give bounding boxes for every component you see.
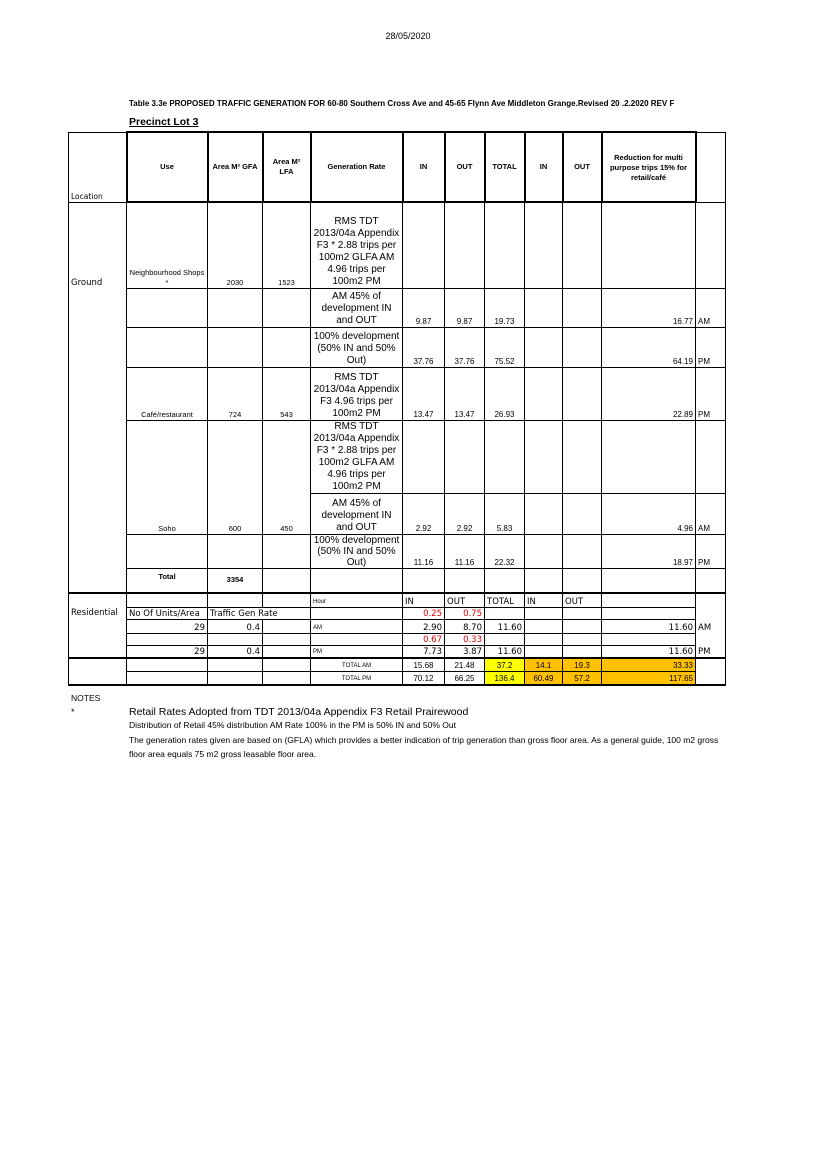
empty-cell [525, 288, 563, 327]
reduction-header: Reduction for multi purpose trips 15% for retail/café [602, 132, 696, 202]
lfa-cell: 543 [263, 367, 311, 420]
in-cell: 13.47 [403, 367, 445, 420]
residential-header-row [69, 593, 726, 607]
empty-cell [208, 420, 263, 493]
res-total-header: TOTAL [485, 593, 525, 607]
empty-cell [311, 568, 403, 593]
empty-cell [69, 288, 127, 327]
reduction-cell: 16.77 [602, 288, 696, 327]
table-row [69, 202, 726, 288]
empty-cell [69, 658, 127, 671]
residential-split-row [69, 607, 726, 619]
note-line-2: Distribution of Retail 45% distribution AM Rate 100% in the PM is 50% IN and 50% Out [129, 720, 456, 730]
gen-header-label: Traffic Gen Rate [208, 607, 311, 619]
total-cell: 26.93 [485, 367, 525, 420]
empty-cell [403, 202, 445, 288]
empty-cell [127, 420, 208, 493]
empty-cell [696, 633, 726, 645]
empty-cell [127, 288, 208, 327]
empty-cell [563, 633, 602, 645]
total-cell: 19.73 [485, 288, 525, 327]
empty-cell [263, 288, 311, 327]
empty-cell [525, 367, 563, 420]
empty-cell [563, 288, 602, 327]
empty-cell [602, 420, 696, 493]
res-in-header: IN [403, 593, 445, 607]
table-row [69, 420, 726, 493]
in-cell: 2.90 [403, 619, 445, 633]
empty-cell [127, 534, 208, 568]
split-out: 0.33 [445, 633, 485, 645]
out-cell: 2.92 [445, 493, 485, 534]
empty-cell [445, 420, 485, 493]
empty-cell [602, 202, 696, 288]
empty-cell [563, 493, 602, 534]
units-cell: 29 [127, 619, 208, 633]
page-date: 28/05/2020 [385, 31, 431, 41]
reduction-cell: 18.97 [602, 534, 696, 568]
empty-cell [263, 633, 311, 645]
empty-cell [485, 202, 525, 288]
total-pm-out: 66.25 [445, 671, 485, 685]
empty-cell [563, 327, 602, 367]
reduction-cell: 4.96 [602, 493, 696, 534]
in-cell: 9.87 [403, 288, 445, 327]
location-ground: Ground [69, 202, 127, 288]
notes-label: NOTES [71, 693, 101, 703]
empty-cell [403, 568, 445, 593]
empty-cell [263, 593, 311, 607]
notes-asterisk: * [71, 707, 75, 717]
units-header-label: No Of Units/Area [127, 607, 208, 619]
out-cell: 37.76 [445, 327, 485, 367]
note-line-1: Retail Rates Adopted from TDT 2013/04a Appendix F3 Retail Prairewood [129, 706, 469, 718]
gfa-cell: 2030 [208, 202, 263, 288]
empty-cell [69, 633, 127, 645]
empty-cell [485, 607, 525, 619]
empty-cell [563, 568, 602, 593]
empty-cell [69, 568, 127, 593]
empty-cell [525, 645, 563, 658]
empty-cell [485, 420, 525, 493]
table-title: Table 3.3e PROPOSED TRAFFIC GENERATION FOR 60-80 Southern Cross Ave and 45-65 Flynn Ave Middleton Grange.Revised 20 .2.2020 REV F [129, 99, 675, 108]
empty-cell [208, 327, 263, 367]
empty-cell [563, 607, 602, 619]
reduction-cell: 11.60 [602, 645, 696, 658]
empty-cell [563, 534, 602, 568]
units-cell: 29 [127, 645, 208, 658]
rate-cell: 100% development (50% IN and 50% Out) [311, 327, 403, 367]
period-cell: PM [696, 327, 726, 367]
split-in: 0.67 [403, 633, 445, 645]
total-cell: 11.60 [485, 645, 525, 658]
total-cell: 11.60 [485, 619, 525, 633]
gen-cell: 0.4 [208, 619, 263, 633]
total-am-in2: 14.1 [525, 658, 563, 671]
empty-cell [525, 493, 563, 534]
empty-cell [208, 633, 263, 645]
total-pm-label: TOTAL PM [311, 671, 403, 685]
period-cell: AM [696, 493, 726, 534]
hour-cell: AM [311, 619, 403, 633]
empty-cell [263, 645, 311, 658]
empty-cell [263, 420, 311, 493]
period-cell: AM [696, 619, 726, 633]
empty-cell [563, 619, 602, 633]
table-row [69, 367, 726, 420]
total-pm-reduction: 117.65 [602, 671, 696, 685]
hour-header: Hour [311, 593, 403, 607]
empty-cell [445, 202, 485, 288]
out-cell: 11.16 [445, 534, 485, 568]
note-line-3: The generation rates given are based on (GFLA) which provides a better indication of trip generation than gross floor area. As a general guide, 100 m2 gross floor area equals 75 m2 gross leasable floor area. [129, 735, 719, 759]
empty-cell [525, 568, 563, 593]
total-am-reduction: 33.33 [602, 658, 696, 671]
in-cell: 11.16 [403, 534, 445, 568]
empty-cell [445, 568, 485, 593]
residential-pm-row [69, 645, 726, 658]
location-header: Location [69, 132, 127, 202]
total-cell: 22.32 [485, 534, 525, 568]
empty-cell [563, 420, 602, 493]
empty-cell [602, 568, 696, 593]
out2-header: OUT [563, 132, 602, 202]
total-am-in: 15.68 [403, 658, 445, 671]
empty-cell [263, 658, 311, 671]
reduction-cell: 64.19 [602, 327, 696, 367]
use-cell: Café/restaurant [127, 367, 208, 420]
empty-cell [263, 619, 311, 633]
residential-label: Residential [69, 607, 127, 619]
empty-cell [127, 658, 208, 671]
location-residential [69, 593, 127, 607]
empty-cell [602, 633, 696, 645]
rate-cell: RMS TDT 2013/04a Appendix F3 * 2.88 trips per 100m2 GLFA AM 4.96 trips per 100m2 PM [311, 420, 403, 493]
out-header: OUT [445, 132, 485, 202]
reduction-cell: 11.60 [602, 619, 696, 633]
empty-cell [602, 607, 696, 619]
total-pm-row [69, 671, 726, 685]
gfa-cell: 724 [208, 367, 263, 420]
empty-cell [208, 671, 263, 685]
total-cell: 5.83 [485, 493, 525, 534]
rate-cell: RMS TDT 2013/04a Appendix F3 4.96 trips per 100m2 PM [311, 367, 403, 420]
empty-cell [525, 327, 563, 367]
use-cell: Neighbourhood Shops * [127, 202, 208, 288]
empty-cell [208, 534, 263, 568]
empty-cell [127, 633, 208, 645]
empty-cell [208, 288, 263, 327]
rate-cell: AM 45% of development IN and OUT [311, 493, 403, 534]
hour-cell: PM [311, 645, 403, 658]
empty-cell [696, 658, 726, 671]
table-row [69, 493, 726, 534]
empty-cell [525, 619, 563, 633]
empty-cell [525, 633, 563, 645]
empty-cell [69, 327, 127, 367]
in-cell: 2.92 [403, 493, 445, 534]
empty-cell [696, 607, 726, 619]
reduction-cell: 22.89 [602, 367, 696, 420]
area-gfa-header: Area M² GFA [208, 132, 263, 202]
empty-cell [485, 633, 525, 645]
empty-cell [696, 568, 726, 593]
period-header [696, 132, 726, 202]
rate-cell: RMS TDT 2013/04a Appendix F3 * 2.88 trips per 100m2 GLFA AM 4.96 trips per 100m2 PM [311, 202, 403, 288]
empty-cell [311, 607, 403, 619]
empty-cell [563, 367, 602, 420]
empty-cell [69, 493, 127, 534]
empty-cell [525, 420, 563, 493]
empty-cell [311, 633, 403, 645]
empty-cell [263, 568, 311, 593]
total-pm-out2: 57.2 [563, 671, 602, 685]
traffic-generation-table [68, 131, 726, 686]
gen-header [208, 593, 263, 607]
res-in2-header: IN [525, 593, 563, 607]
gfa-cell: 600 [208, 493, 263, 534]
out-cell: 9.87 [445, 288, 485, 327]
period-cell: AM [696, 288, 726, 327]
empty-cell [602, 593, 696, 607]
total-am-out2: 19.3 [563, 658, 602, 671]
split-out: 0.75 [445, 607, 485, 619]
use-cell: Soho [127, 493, 208, 534]
out-cell: 3.87 [445, 645, 485, 658]
empty-cell [69, 671, 127, 685]
table-row-total [69, 568, 726, 593]
empty-cell [69, 534, 127, 568]
table-header-row [69, 132, 726, 202]
total-cell: 75.52 [485, 327, 525, 367]
total-label: Total [127, 568, 208, 593]
empty-cell [696, 202, 726, 288]
empty-cell [127, 671, 208, 685]
empty-cell [485, 568, 525, 593]
table-row [69, 327, 726, 367]
empty-cell [263, 671, 311, 685]
empty-cell [69, 619, 127, 633]
out-cell: 13.47 [445, 367, 485, 420]
table-subtitle: Precinct Lot 3 [129, 116, 199, 128]
empty-cell [696, 671, 726, 685]
empty-cell [563, 202, 602, 288]
res-out2-header: OUT [563, 593, 602, 607]
table-row [69, 288, 726, 327]
res-out-header: OUT [445, 593, 485, 607]
rate-cell: 100% development (50% IN and 50% Out) [311, 534, 403, 568]
empty-cell [696, 593, 726, 607]
total-am-label: TOTAL AM [311, 658, 403, 671]
in2-header: IN [525, 132, 563, 202]
empty-cell [263, 327, 311, 367]
total-gfa: 3354 [208, 568, 263, 593]
total-am-total: 37.2 [485, 658, 525, 671]
in-cell: 7.73 [403, 645, 445, 658]
out-cell: 8.70 [445, 619, 485, 633]
empty-cell [69, 645, 127, 658]
empty-cell [127, 327, 208, 367]
total-pm-in: 70.12 [403, 671, 445, 685]
empty-cell [403, 420, 445, 493]
in-header: IN [403, 132, 445, 202]
residential-split-row [69, 633, 726, 645]
total-am-row [69, 658, 726, 671]
empty-cell [696, 420, 726, 493]
empty-cell [525, 534, 563, 568]
empty-cell [208, 658, 263, 671]
in-cell: 37.76 [403, 327, 445, 367]
total-pm-total: 136.4 [485, 671, 525, 685]
lfa-cell: 1523 [263, 202, 311, 288]
period-cell: PM [696, 367, 726, 420]
empty-cell [69, 367, 127, 420]
total-am-out: 21.48 [445, 658, 485, 671]
use-header: Use [127, 132, 208, 202]
lfa-cell: 450 [263, 493, 311, 534]
period-cell: PM [696, 534, 726, 568]
rate-cell: AM 45% of development IN and OUT [311, 288, 403, 327]
empty-cell [525, 202, 563, 288]
total-header: TOTAL [485, 132, 525, 202]
empty-cell [563, 645, 602, 658]
empty-cell [525, 607, 563, 619]
generation-rate-header: Generation Rate [311, 132, 403, 202]
period-cell: PM [696, 645, 726, 658]
table-row [69, 534, 726, 568]
area-lfa-header: Area M² LFA [263, 132, 311, 202]
split-in: 0.25 [403, 607, 445, 619]
residential-am-row [69, 619, 726, 633]
units-header [127, 593, 208, 607]
empty-cell [263, 534, 311, 568]
total-pm-in2: 60.49 [525, 671, 563, 685]
gen-cell: 0.4 [208, 645, 263, 658]
empty-cell [69, 420, 127, 493]
